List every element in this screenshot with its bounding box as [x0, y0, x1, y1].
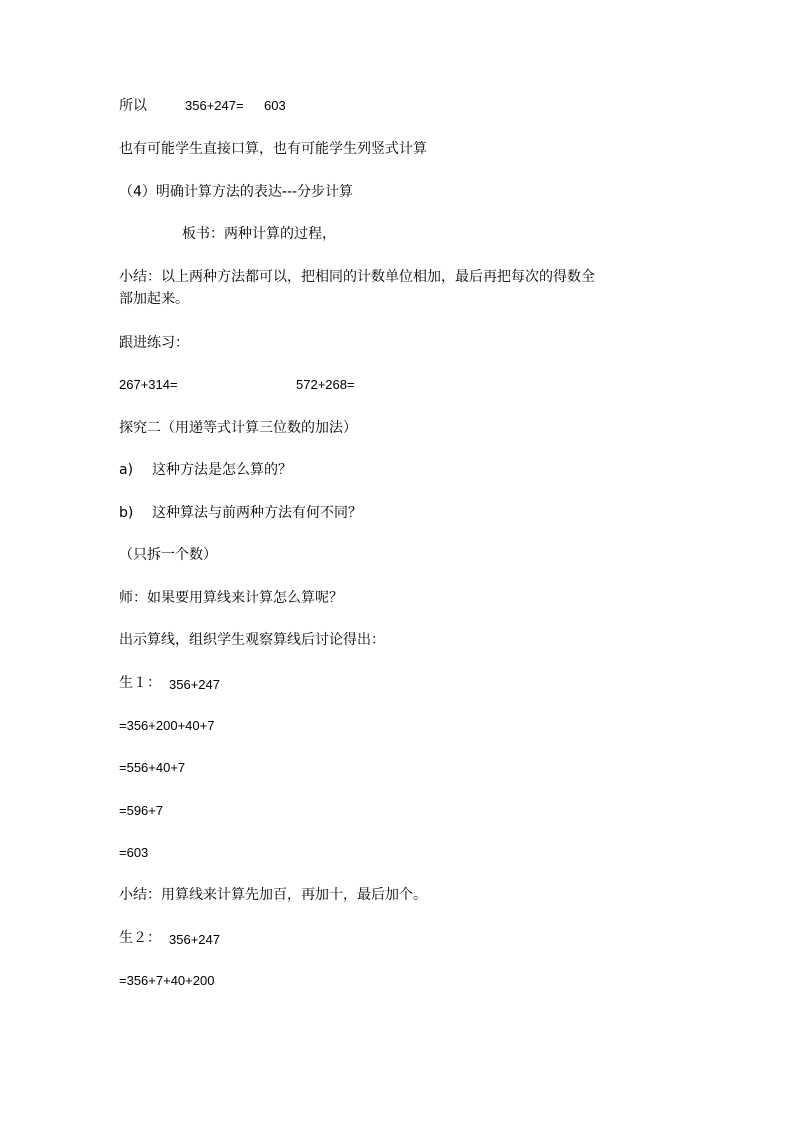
- split-one-number-note: （只拆一个数）: [119, 547, 217, 563]
- equation-result: 603: [264, 98, 286, 113]
- practice-exercise-1: 267+314=: [119, 377, 178, 392]
- therefore-label: 所以: [119, 98, 147, 114]
- exploration-two-heading: 探究二（用递等式计算三位数的加法）: [119, 420, 357, 436]
- show-calculation-line-note: 出示算线，组织学生观察算线后讨论得出：: [119, 632, 385, 648]
- student-2-expression: 356+247: [169, 932, 220, 947]
- summary-paragraph-1: [119, 266, 679, 310]
- student-1-label: 生１：: [119, 675, 161, 691]
- step-line-4: =603: [119, 845, 149, 860]
- question-b-marker: b): [119, 505, 134, 521]
- question-a-marker: a): [119, 462, 134, 478]
- follow-up-practice-label: 跟进练习：: [119, 335, 189, 351]
- question-a-text: 这种方法是怎么算的？: [152, 462, 292, 478]
- question-b-text: 这种算法与前两种方法有何不同？: [152, 505, 362, 521]
- student-1-expression: 356+247: [169, 677, 220, 692]
- summary-line-2: 部加起来。: [119, 291, 189, 307]
- equation-expression: 356+247=: [185, 98, 244, 113]
- student-2-label: 生２：: [119, 930, 161, 946]
- section-heading-4: （4）明确计算方法的表达---分步计算: [119, 184, 354, 200]
- step-line-3: =596+7: [119, 803, 164, 818]
- blackboard-note: 板书：两种计算的过程，: [182, 226, 336, 242]
- mental-or-vertical-note: 也有可能学生直接口算，也有可能学生列竖式计算: [119, 141, 427, 157]
- summary-calculation-line: 小结：用算线来计算先加百，再加十，最后加个。: [119, 887, 427, 903]
- step-line-5: =356+7+40+200: [119, 973, 215, 988]
- step-line-1: =356+200+40+7: [119, 718, 215, 733]
- practice-exercise-2: 572+268=: [296, 377, 355, 392]
- summary-line-1: 小结：以上两种方法都可以，把相同的计数单位相加，最后再把每次的得数全: [119, 269, 595, 285]
- step-line-2: =556+40+7: [119, 760, 186, 775]
- teacher-question: 师：如果要用算线来计算怎么算呢？: [119, 590, 343, 606]
